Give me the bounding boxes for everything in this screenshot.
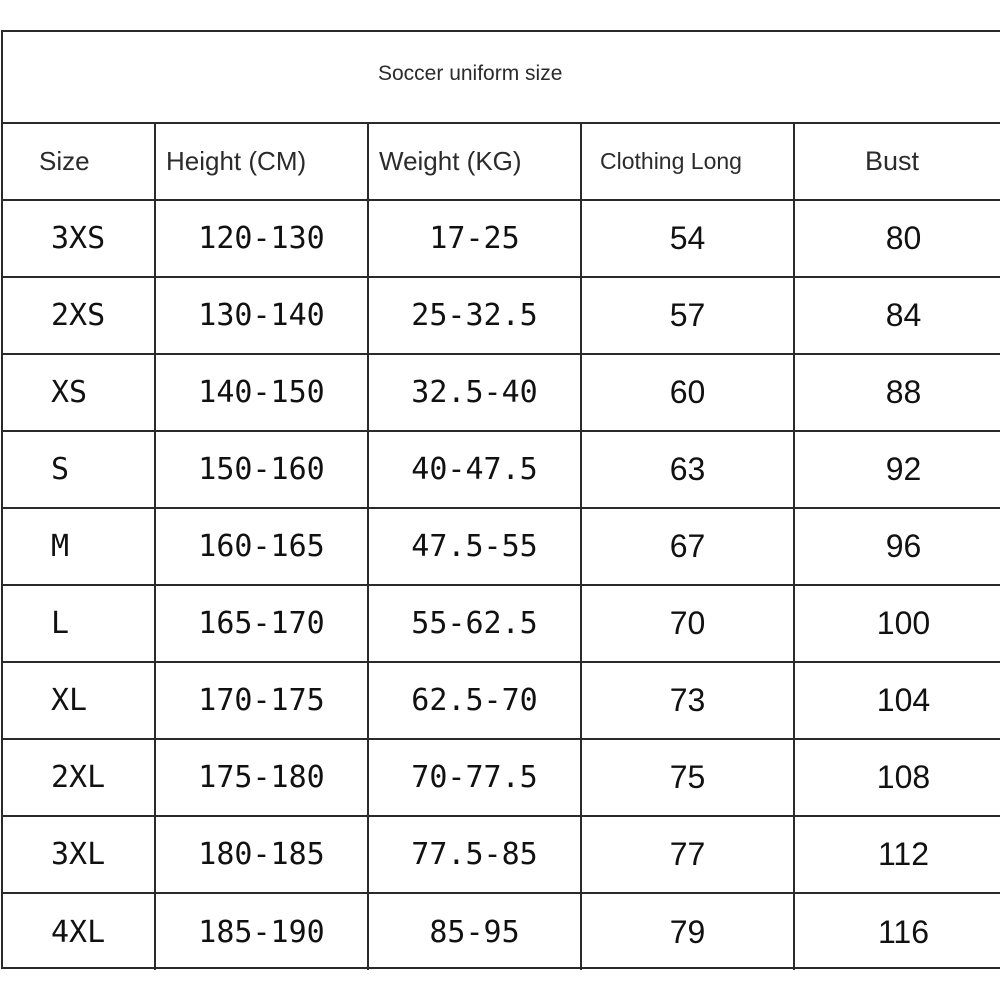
- cell-clothing-long: 79: [581, 893, 794, 970]
- header-row: [3, 124, 1000, 200]
- cell-bust: 92: [794, 431, 1000, 508]
- cell-weight: 62.5-70: [368, 662, 581, 739]
- table-row: [3, 585, 1000, 662]
- cell-height: 180-185: [155, 816, 368, 893]
- table-row: [3, 893, 1000, 970]
- cell-clothing-long: 70: [581, 585, 794, 662]
- cell-height: 160-165: [155, 508, 368, 585]
- title-row: [3, 32, 1000, 124]
- cell-size: XS: [3, 354, 155, 431]
- header-weight: Weight (KG): [368, 124, 581, 200]
- cell-size: XL: [3, 662, 155, 739]
- cell-weight: 47.5-55: [368, 508, 581, 585]
- cell-clothing-long: 75: [581, 739, 794, 816]
- cell-weight: 17-25: [368, 200, 581, 277]
- cell-size: M: [3, 508, 155, 585]
- cell-bust: 112: [794, 816, 1000, 893]
- cell-weight: 55-62.5: [368, 585, 581, 662]
- cell-weight: 70-77.5: [368, 739, 581, 816]
- table-row: [3, 277, 1000, 354]
- cell-bust: 104: [794, 662, 1000, 739]
- size-grid: [3, 124, 1000, 970]
- header-size: Size: [3, 124, 155, 200]
- size-rows: [3, 200, 1000, 970]
- cell-bust: 88: [794, 354, 1000, 431]
- header-bust: Bust: [794, 124, 1000, 200]
- cell-weight: 40-47.5: [368, 431, 581, 508]
- cell-clothing-long: 60: [581, 354, 794, 431]
- table-row: [3, 431, 1000, 508]
- cell-height: 165-170: [155, 585, 368, 662]
- cell-height: 170-175: [155, 662, 368, 739]
- cell-height: 140-150: [155, 354, 368, 431]
- cell-clothing-long: 54: [581, 200, 794, 277]
- cell-size: 3XS: [3, 200, 155, 277]
- cell-clothing-long: 67: [581, 508, 794, 585]
- table-row: [3, 354, 1000, 431]
- table-row: [3, 200, 1000, 277]
- cell-size: L: [3, 585, 155, 662]
- cell-weight: 32.5-40: [368, 354, 581, 431]
- cell-size: 2XL: [3, 739, 155, 816]
- header-clothing-long: Clothing Long: [581, 124, 794, 200]
- cell-weight: 85-95: [368, 893, 581, 970]
- chart-title: Soccer uniform size: [378, 62, 563, 85]
- header-height: Height (CM): [155, 124, 368, 200]
- table-row: [3, 508, 1000, 585]
- cell-height: 130-140: [155, 277, 368, 354]
- cell-height: 120-130: [155, 200, 368, 277]
- cell-bust: 80: [794, 200, 1000, 277]
- cell-size: 2XS: [3, 277, 155, 354]
- cell-weight: 25-32.5: [368, 277, 581, 354]
- table-row: [3, 662, 1000, 739]
- table-row: [3, 816, 1000, 893]
- cell-clothing-long: 57: [581, 277, 794, 354]
- table-row: [3, 739, 1000, 816]
- cell-bust: 84: [794, 277, 1000, 354]
- cell-bust: 100: [794, 585, 1000, 662]
- cell-clothing-long: 63: [581, 431, 794, 508]
- cell-size: 4XL: [3, 893, 155, 970]
- cell-clothing-long: 77: [581, 816, 794, 893]
- cell-height: 175-180: [155, 739, 368, 816]
- cell-weight: 77.5-85: [368, 816, 581, 893]
- cell-bust: 96: [794, 508, 1000, 585]
- cell-size: 3XL: [3, 816, 155, 893]
- cell-height: 150-160: [155, 431, 368, 508]
- cell-bust: 116: [794, 893, 1000, 970]
- cell-height: 185-190: [155, 893, 368, 970]
- size-chart-table: [1, 30, 1000, 969]
- cell-bust: 108: [794, 739, 1000, 816]
- cell-size: S: [3, 431, 155, 508]
- cell-clothing-long: 73: [581, 662, 794, 739]
